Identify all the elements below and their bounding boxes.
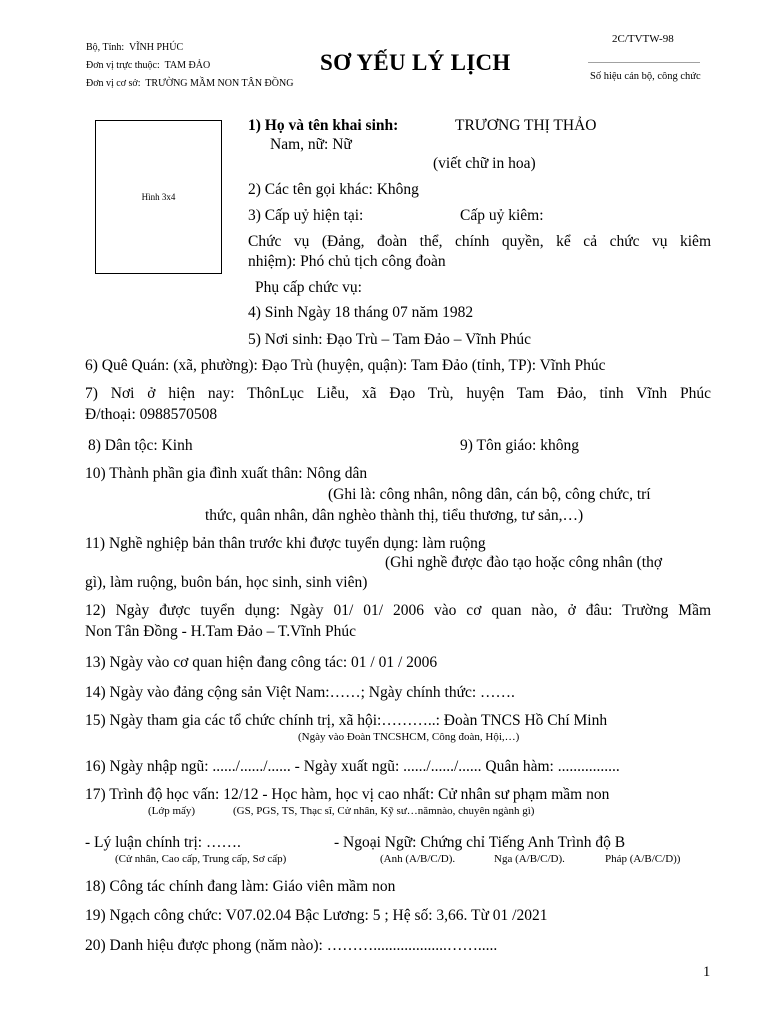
photo-label: Hình 3x4 (141, 192, 176, 202)
photo-placeholder (95, 120, 222, 274)
concurrent-committee: Cấp uỷ kiêm: (460, 207, 544, 224)
family-origin-note-1: (Ghi là: công nhân, nông dân, cán bộ, công chức, trí (328, 486, 651, 503)
page-number: 1 (703, 964, 711, 980)
birth-date-line: 4) Sinh Ngày 18 tháng 07 năm 1982 (248, 304, 474, 321)
unit-line (86, 56, 210, 76)
residence-line: 7) Nơi ở hiện nay: ThônLục Liễu, xã Đạo Trù, huyện Tam Đảo, tỉnh Vĩnh Phúc (85, 385, 711, 402)
political-theory-note: (Cử nhân, Cao cấp, Trung cấp, Sơ cấp) (115, 853, 287, 865)
language-note-russian: Nga (A/B/C/D). (494, 853, 565, 865)
position-line-1: Chức vụ (Đảng, đoàn thể, chính quyền, kể cả chức vụ kiêm (248, 233, 711, 250)
hometown-line: 6) Quê Quán: (xã, phường): Đạo Trù (huyện, quận): Tam Đảo (tỉnh, TP): Vĩnh Phúc (85, 357, 606, 374)
organization-join-line: 15) Ngày tham gia các tổ chức chính trị, xã hội:………..: Đoàn TNCS Hồ Chí Minh (85, 712, 608, 729)
education-note-grade: (Lớp mấy) (148, 805, 196, 817)
uppercase-note: (viết chữ in hoa) (433, 155, 536, 172)
page-title: SƠ YẾU LÝ LỊCH (320, 50, 511, 75)
foreign-language-line: - Ngoại Ngữ: Chứng chỉ Tiếng Anh Trình độ B (334, 834, 626, 851)
prior-occupation-note-1: (Ghi nghề được đào tạo hoặc công nhân (thợ (385, 554, 663, 571)
education-line: 17) Trình độ học vấn: 12/12 - Học hàm, học vị cao nhất: Cử nhân sư phạm mầm non (85, 786, 610, 803)
party-join-line: 14) Ngày vào đảng cộng sản Việt Nam:……; Ngày chính thức: ……. (85, 684, 515, 701)
form-code: 2C/TVTW-98 (612, 33, 674, 45)
family-origin-line: 10) Thành phần gia đình xuất thân: Nông dân (85, 465, 368, 482)
prior-occupation-note-2: gì), làm ruộng, buôn bán, học sinh, sinh viên) (85, 574, 368, 591)
base-value: TRƯỜNG MẦM NON TÂN ĐỒNG (145, 78, 294, 89)
unit-label: Đơn vị trực thuộc: (86, 60, 160, 71)
prior-occupation-line: 11) Nghề nghiệp bản thân trước khi được tuyển dụng: làm ruộng (85, 535, 486, 552)
gender-line: Nam, nữ: Nữ (270, 136, 352, 153)
family-origin-note-2: thức, quân nhân, dân nghèo thành thị, tiểu thương, tư sản,…) (205, 507, 584, 524)
birth-place-line: 5) Nơi sinh: Đạo Trù – Tam Đảo – Vĩnh Phúc (248, 331, 531, 348)
province-value: VĨNH PHÚC (128, 42, 184, 53)
religion-line: 9) Tôn giáo: không (460, 437, 579, 454)
recruitment-line-1: 12) Ngày được tuyển dụng: Ngày 01/ 01/ 2006 vào cơ quan nào, ở đâu: Trường Mầm (85, 602, 711, 619)
position-line-2: nhiệm): Phó chủ tịch công đoàn (248, 253, 446, 270)
name-value: TRƯƠNG THỊ THẢO (455, 117, 597, 134)
base-line (86, 74, 293, 94)
language-note-french: Pháp (A/B/C/D)) (605, 853, 681, 865)
military-line: 16) Ngày nhập ngũ: ....../....../...... - Ngày xuất ngũ: ....../....../...... Quân hàm: ................ (85, 758, 620, 775)
phone-line: Đ/thoại: 0988570508 (85, 406, 218, 423)
name-label: 1) Họ và tên khai sinh: (248, 117, 399, 134)
civil-rank-line: 19) Ngạch công chức: V07.02.04 Bậc Lương: 5 ; Hệ số: 3,66. Từ 01 /2021 (85, 907, 548, 924)
province-label: Bộ, Tỉnh: (86, 42, 125, 53)
organization-join-note: (Ngày vào Đoàn TNCSHCM, Công đoàn, Hội,…) (298, 731, 520, 743)
agency-join-line: 13) Ngày vào cơ quan hiện đang công tác: 01 / 01 / 2006 (85, 654, 438, 671)
education-note-degree: (GS, PGS, TS, Thạc sĩ, Cử nhân, Kỹ sư…nămnào, chuyên ngành gì) (233, 805, 535, 817)
province-line (86, 38, 183, 58)
allowance-line: Phụ cấp chức vụ: (255, 279, 362, 296)
base-label: Đơn vị cơ sở: (86, 78, 141, 89)
recruitment-line-2: Non Tân Đồng - H.Tam Đảo – T.Vĩnh Phúc (85, 623, 356, 640)
current-job-line: 18) Công tác chính đang làm: Giáo viên mầm non (85, 878, 396, 895)
political-theory-line: - Lý luận chính trị: ……. (85, 834, 241, 851)
other-names-line: 2) Các tên gọi khác: Không (248, 181, 419, 198)
staff-id-label: Số hiệu cán bộ, công chức (590, 71, 701, 82)
current-committee: 3) Cấp uỷ hiện tại: (248, 207, 364, 224)
unit-value: TAM ĐẢO (164, 60, 211, 71)
language-note-english: (Anh (A/B/C/D). (380, 853, 456, 865)
ethnicity-line: 8) Dân tộc: Kinh (88, 437, 193, 454)
title-awarded-line: 20) Danh hiệu được phong (năm nào): ………...................……..... (85, 937, 498, 954)
staff-id-dots: ........................................................ (588, 56, 700, 65)
